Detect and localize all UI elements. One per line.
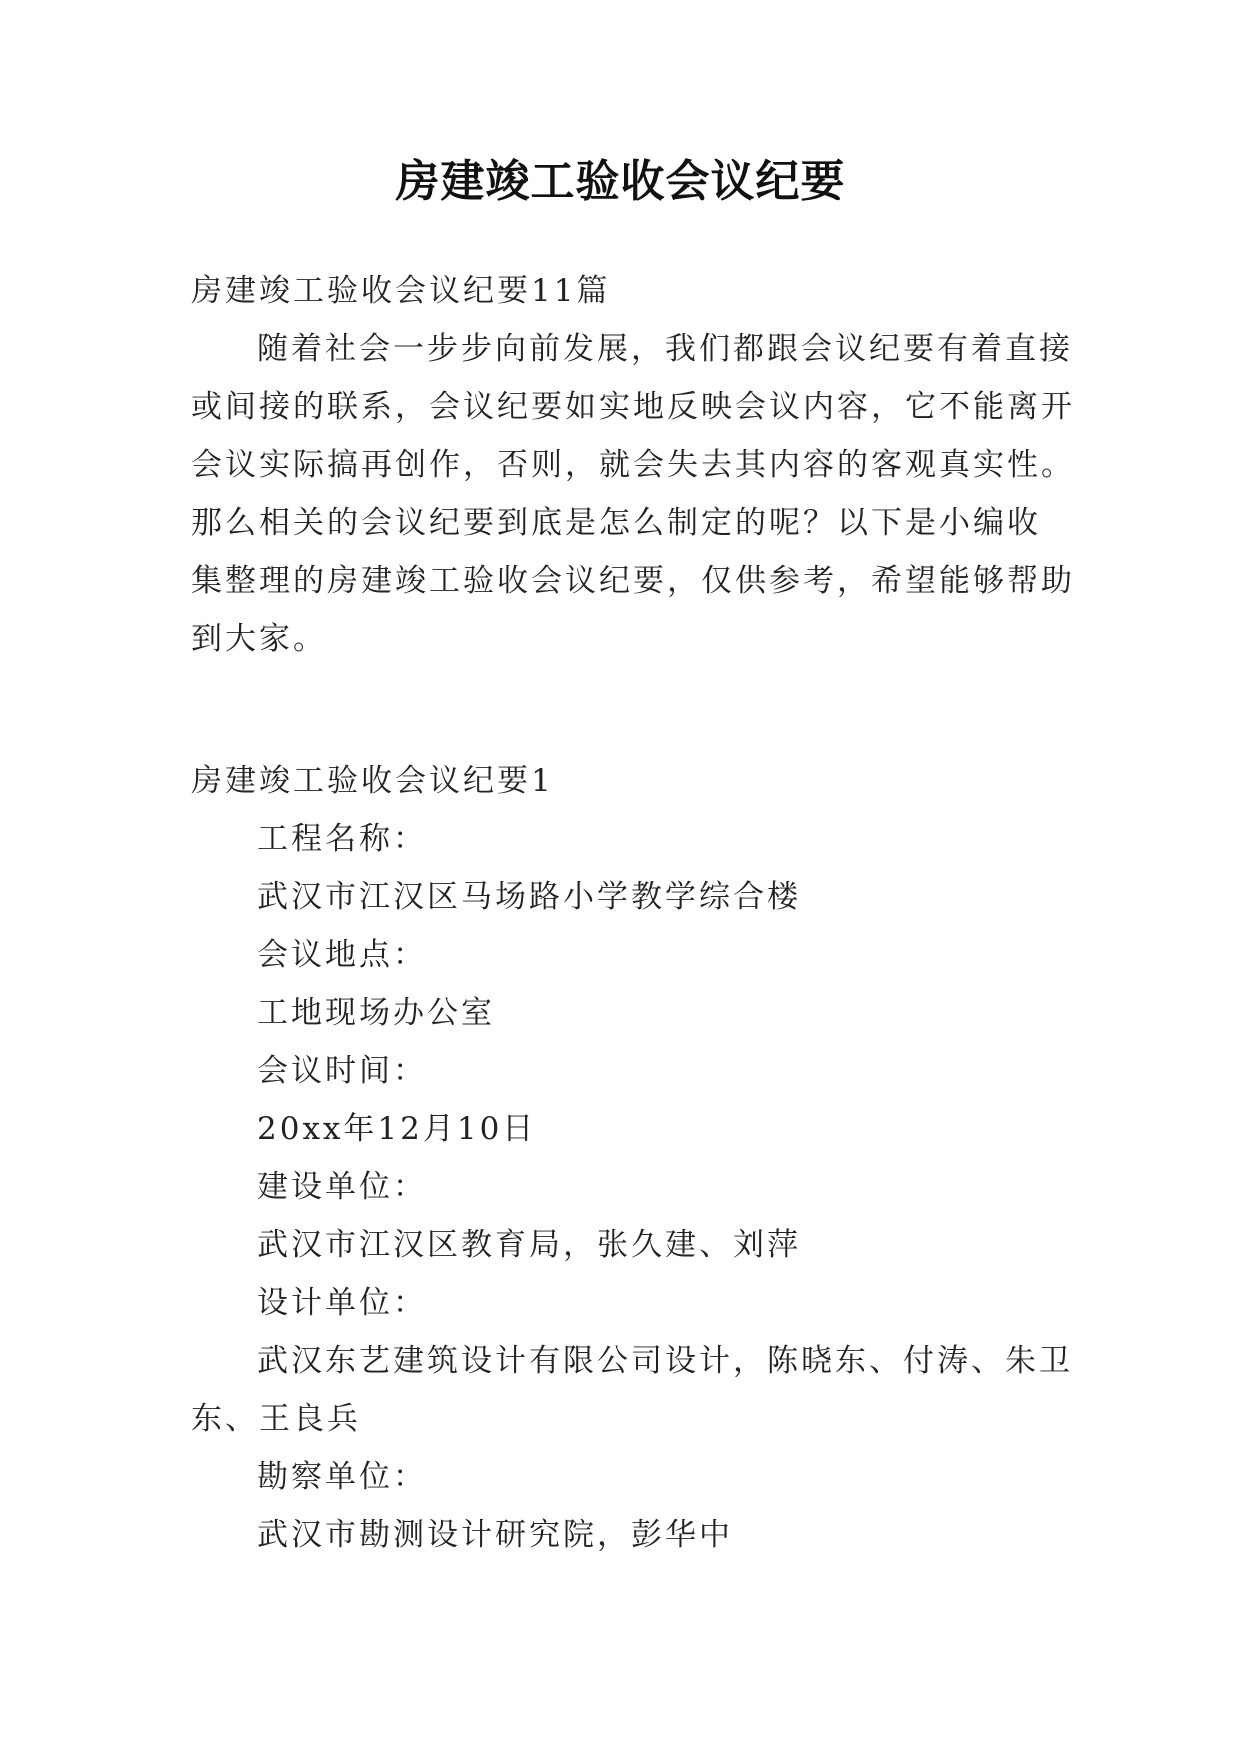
field-label: 会议时间： bbox=[257, 1053, 427, 1089]
intro-line: 集整理的房建竣工验收会议纪要，仅供参考，希望能够帮助 bbox=[191, 563, 1075, 599]
field-value: 工地现场办公室 bbox=[257, 995, 495, 1031]
section-1 bbox=[191, 752, 1073, 1564]
document-body bbox=[191, 262, 1075, 668]
section-heading: 房建竣工验收会议纪要1 bbox=[191, 763, 554, 799]
field-label: 会议地点： bbox=[257, 937, 427, 973]
field-label: 工程名称： bbox=[257, 821, 427, 857]
field-label: 设计单位： bbox=[257, 1285, 427, 1321]
field-label: 建设单位： bbox=[257, 1169, 427, 1205]
field-value: 武汉市勘测设计研究院，彭华中 bbox=[257, 1517, 733, 1553]
intro-line: 会议实际搞再创作，否则，就会失去其内容的客观真实性。 bbox=[191, 447, 1075, 483]
document-title: 房建竣工验收会议纪要 bbox=[395, 156, 846, 207]
field-label: 勘察单位： bbox=[257, 1459, 427, 1495]
field-value: 20xx年12月10日 bbox=[257, 1111, 537, 1147]
field-value: 武汉市江汉区马场路小学教学综合楼 bbox=[257, 879, 801, 915]
intro-line: 或间接的联系，会议纪要如实地反映会议内容，它不能离开 bbox=[191, 389, 1075, 425]
intro-line: 那么相关的会议纪要到底是怎么制定的呢？以下是小编收 bbox=[191, 505, 1041, 541]
field-value-continued: 东、王良兵 bbox=[191, 1401, 361, 1437]
field-value: 武汉市江汉区教育局，张久建、刘萍 bbox=[257, 1227, 801, 1263]
field-value: 武汉东艺建筑设计有限公司设计，陈晓东、付涛、朱卫 bbox=[257, 1343, 1073, 1379]
intro-line: 随着社会一步步向前发展，我们都跟会议纪要有着直接 bbox=[257, 331, 1073, 367]
document-subtitle: 房建竣工验收会议纪要11篇 bbox=[191, 273, 611, 309]
intro-line: 到大家。 bbox=[191, 621, 327, 657]
